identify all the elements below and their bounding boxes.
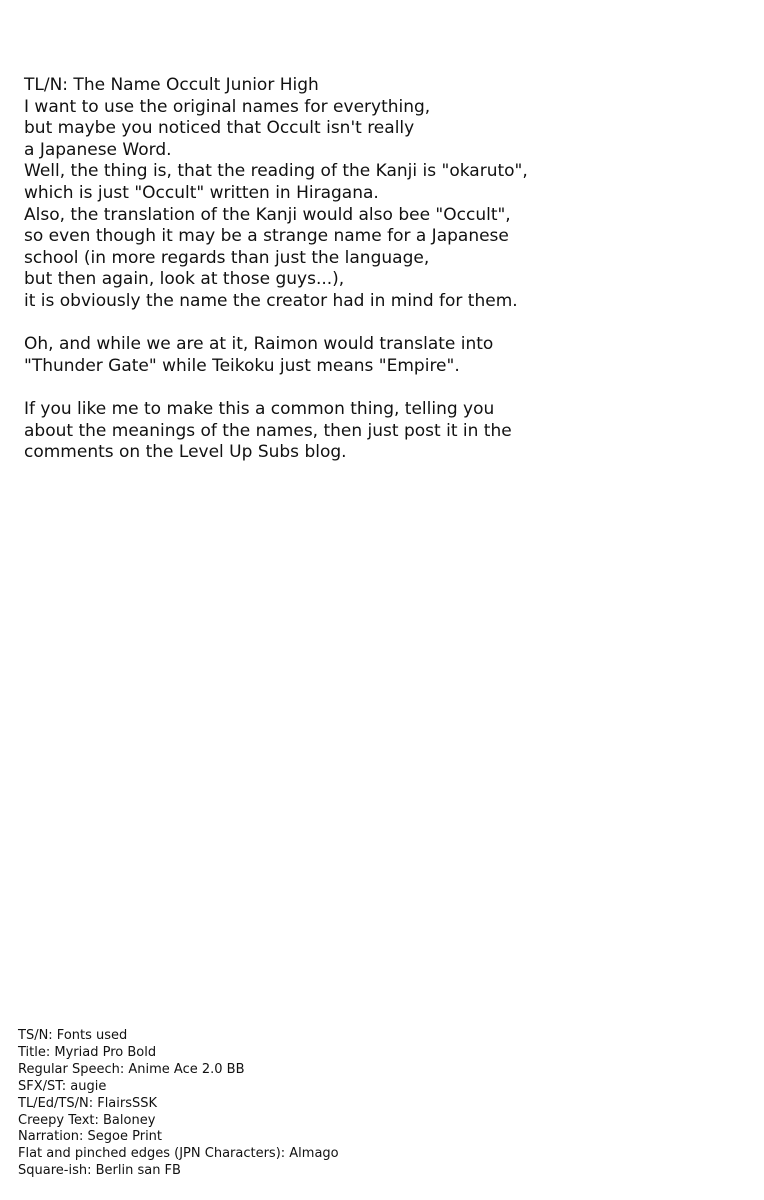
note-line: comments on the Level Up Subs blog.	[24, 442, 347, 463]
note-line: which is just "Occult" written in Hiragana.	[24, 182, 379, 203]
note-line: "Thunder Gate" while Teikoku just means "Empire".	[24, 355, 460, 376]
note-line: I want to use the original names for everything,	[24, 96, 431, 117]
fonts-note-line: TL/Ed/TS/N: FlairsSSK	[18, 1095, 158, 1111]
fonts-note-line: Square-ish: Berlin san FB	[18, 1163, 181, 1179]
note-line: about the meanings of the names, then just post it in the	[24, 420, 512, 441]
fonts-note-line: Title: Myriad Pro Bold	[18, 1044, 157, 1060]
note-paragraph	[24, 399, 744, 464]
note-line: Oh, and while we are at it, Raimon would translate into	[24, 334, 494, 355]
note-line: a Japanese Word.	[24, 139, 172, 160]
fonts-used-note	[18, 1028, 738, 1180]
fonts-note-line: Creepy Text: Baloney	[18, 1112, 156, 1128]
note-heading: TL/N: The Name Occult Junior High	[24, 75, 319, 95]
note-line: Well, the thing is, that the reading of the Kanji is "okaruto",	[24, 161, 528, 182]
fonts-note-line: SFX/ST: augie	[18, 1078, 107, 1094]
note-paragraph	[24, 334, 744, 377]
note-line: it is obviously the name the creator had in mind for them.	[24, 290, 518, 311]
translator-note	[24, 75, 744, 485]
note-line: Also, the translation of the Kanji would also bee "Occult",	[24, 204, 511, 225]
note-paragraph	[24, 75, 744, 313]
fonts-note-line: Regular Speech: Anime Ace 2.0 BB	[18, 1061, 245, 1077]
fonts-note-line: Narration: Segoe Print	[18, 1129, 163, 1145]
note-line: but then again, look at those guys...),	[24, 269, 345, 290]
fonts-note-line: Flat and pinched edges (JPN Characters): Almago	[18, 1146, 339, 1162]
note-line: but maybe you noticed that Occult isn't really	[24, 118, 415, 139]
note-line: If you like me to make this a common thing, telling you	[24, 398, 495, 419]
fonts-note-heading: TS/N: Fonts used	[18, 1028, 128, 1043]
note-line: so even though it may be a strange name for a Japanese	[24, 226, 509, 247]
note-line: school (in more regards than just the language,	[24, 247, 430, 268]
